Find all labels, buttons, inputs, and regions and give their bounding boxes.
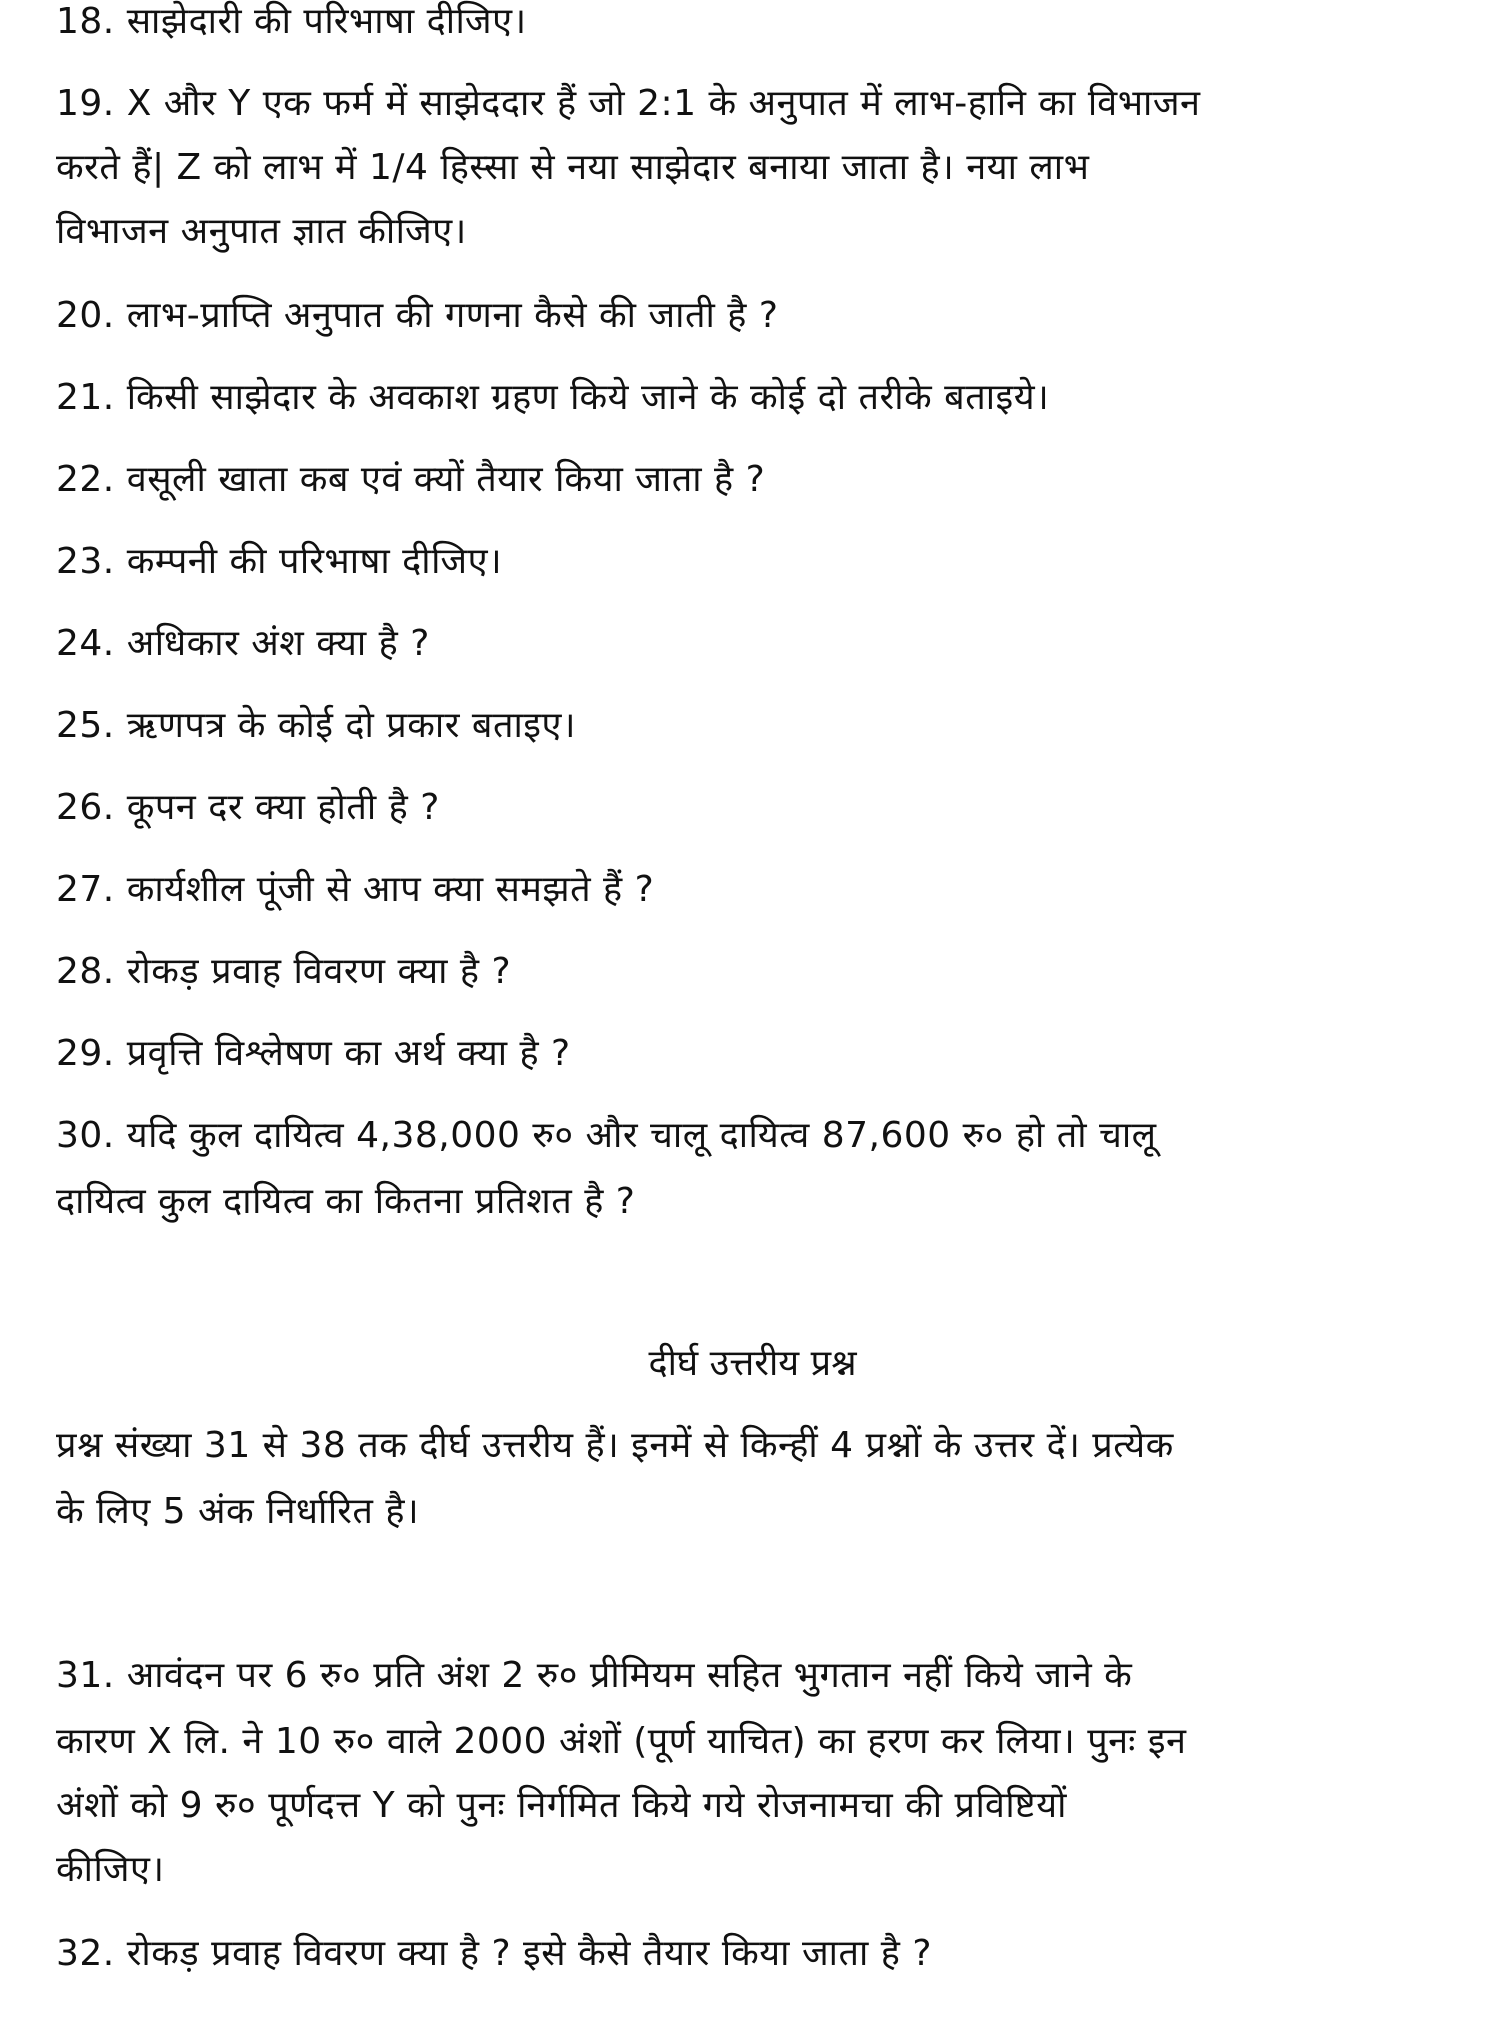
question-31-line-1: 31. आवंदन पर 6 रु० प्रति अंश 2 रु० प्रीमियम सहित भुगतान नहीं किये जाने के — [56, 1655, 1133, 1696]
question-31-line-2: कारण X लि. ने 10 रु० वाले 2000 अंशों (पूर्ण याचित) का हरण कर लिया। पुनः इन — [56, 1721, 1187, 1762]
question-21: 21. किसी साझेदार के अवकाश ग्रहण किये जाने के कोई दो तरीके बताइये। — [56, 377, 1050, 418]
question-19-line-1: 19. X और Y एक फर्म में साझेददार हैं जो 2:1 के अनुपात में लाभ-हानि का विभाजन — [56, 83, 1201, 124]
section-heading-long-answer: दीर्घ उत्तरीय प्रश्न — [648, 1343, 857, 1384]
question-29: 29. प्रवृत्ति विश्लेषण का अर्थ क्या है ? — [56, 1033, 571, 1074]
question-26: 26. कूपन दर क्या होती है ? — [56, 787, 440, 828]
question-19-line-2: करते हैं| Z को लाभ में 1/4 हिस्सा से नया साझेदार बनाया जाता है। नया लाभ — [56, 147, 1090, 188]
question-25: 25. ऋणपत्र के कोई दो प्रकार बताइए। — [56, 705, 577, 746]
question-24: 24. अधिकार अंश क्या है ? — [56, 623, 430, 664]
question-30-line-1: 30. यदि कुल दायित्व 4,38,000 रु० और चालू दायित्व 87,600 रु० हो तो चालू — [56, 1115, 1157, 1156]
section-instructions-line-2: के लिए 5 अंक निर्धारित है। — [56, 1491, 420, 1532]
section-instructions-line-1: प्रश्न संख्या 31 से 38 तक दीर्घ उत्तरीय हैं। इनमें से किन्हीं 4 प्रश्नों के उत्तर दें। प्रत्येक — [56, 1425, 1174, 1466]
question-23: 23. कम्पनी की परिभाषा दीजिए। — [56, 541, 503, 582]
question-19-line-3: विभाजन अनुपात ज्ञात कीजिए। — [56, 211, 467, 252]
question-31-line-4: कीजिए। — [56, 1849, 165, 1890]
question-32: 32. रोकड़ प्रवाह विवरण क्या है ? इसे कैसे तैयार किया जाता है ? — [56, 1933, 932, 1974]
question-18: 18. साझेदारी की परिभाषा दीजिए। — [56, 1, 527, 42]
question-30-line-2: दायित्व कुल दायित्व का कितना प्रतिशत है ? — [56, 1181, 636, 1222]
question-28: 28. रोकड़ प्रवाह विवरण क्या है ? — [56, 951, 512, 992]
question-22: 22. वसूली खाता कब एवं क्यों तैयार किया जाता है ? — [56, 459, 766, 500]
question-27: 27. कार्यशील पूंजी से आप क्या समझते हैं ? — [56, 869, 655, 910]
question-31-line-3: अंशों को 9 रु० पूर्णदत्त Y को पुनः निर्गमित किये गये रोजनामचा की प्रविष्टियों — [56, 1785, 1067, 1826]
question-20: 20. लाभ-प्राप्ति अनुपात की गणना कैसे की जाती है ? — [56, 295, 779, 336]
